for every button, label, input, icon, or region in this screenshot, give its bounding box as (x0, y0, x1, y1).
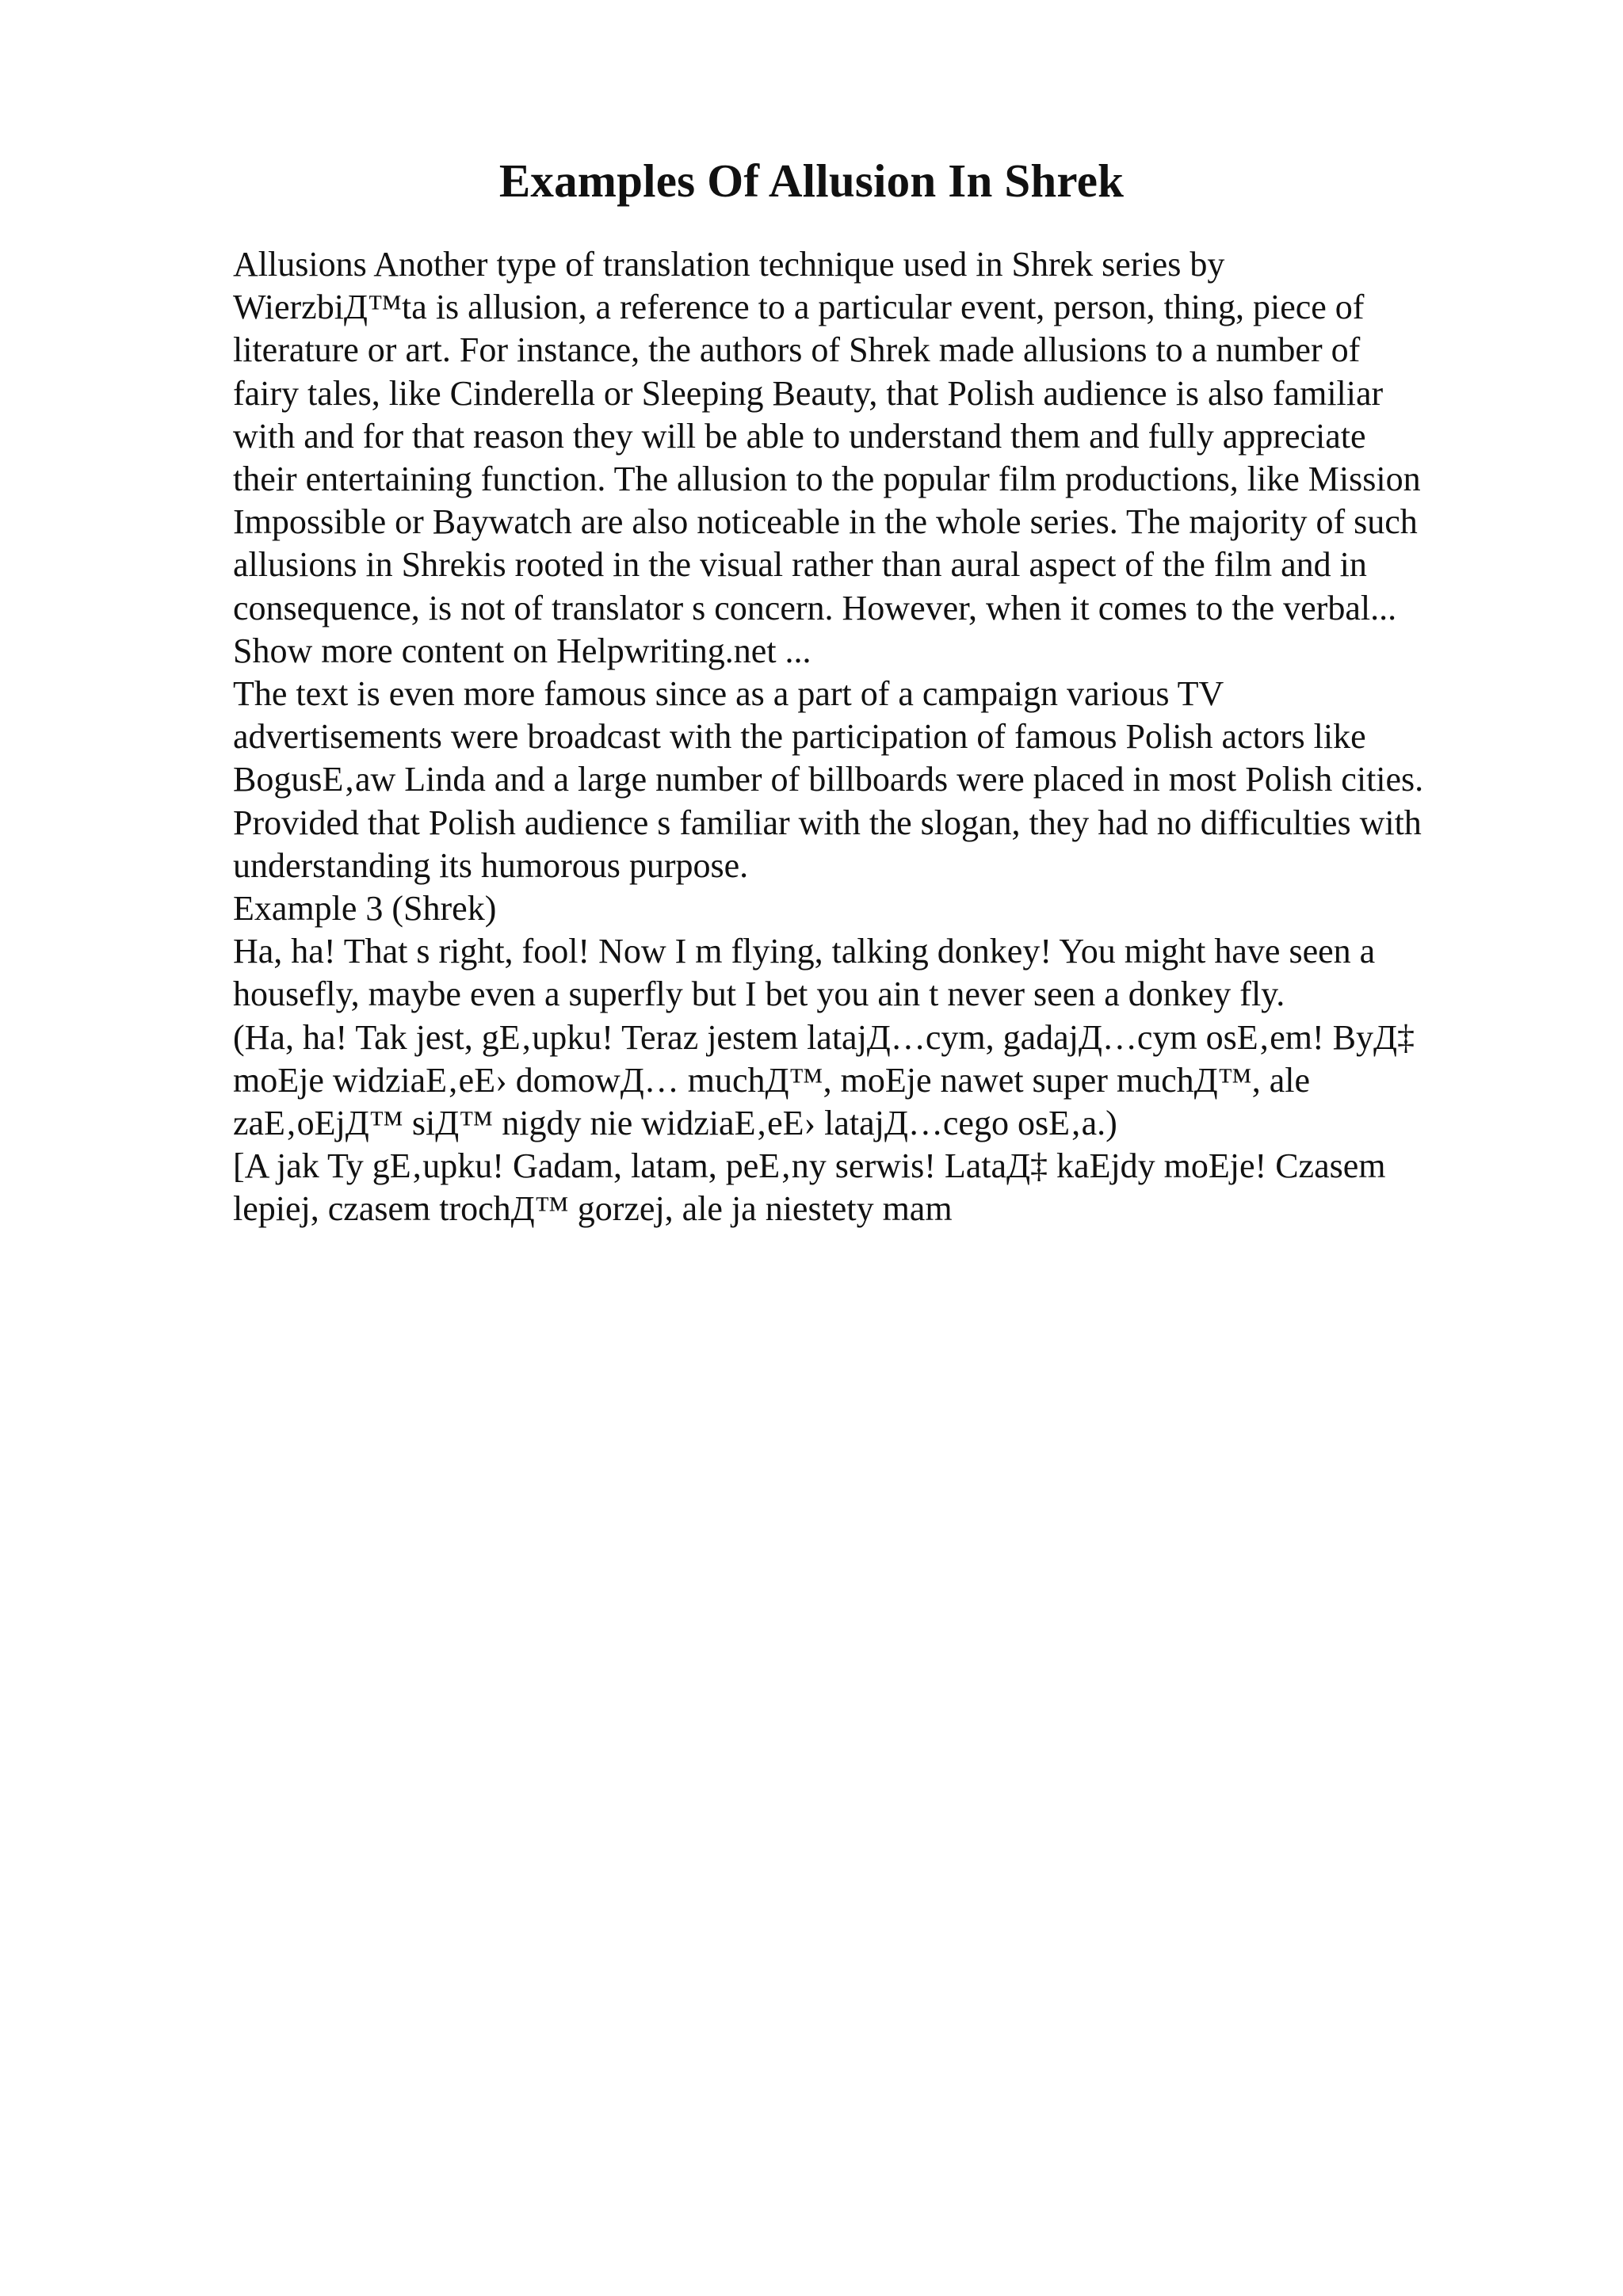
text-line: Ha, ha! That s right, fool! Now I m flying, talking donkey! You might have seen a (233, 932, 1376, 971)
document-title: Examples Of Allusion In Shrek (498, 154, 1125, 207)
text-line: consequence, is not of translator s concern. However, when it comes to the verbal... (233, 588, 1397, 627)
text-line: fairy tales, like Cinderella or Sleeping Beauty, that Polish audience is also familiar (233, 373, 1384, 413)
text-line: literature or art. For instance, the authors of Shrek made allusions to a number of (233, 330, 1361, 370)
text-line: their entertaining function. The allusion to the popular film productions, like Mission (233, 460, 1421, 499)
text-line: Provided that Polish audience s familiar with the slogan, they had no difficulties with (233, 803, 1422, 842)
text-line: BogusE‚aw Linda and a large number of billboards were placed in most Polish cities. (233, 760, 1424, 799)
text-line: [A jak Ty gE‚upku! Gadam, latam, peE‚ny serwis! LataД‡ kaЕјdy moЕје! Czasem (233, 1146, 1386, 1186)
text-line: advertisements were broadcast with the participation of famous Polish actors like (233, 717, 1366, 757)
show-more-link[interactable]: Show more content on Helpwriting.net ... (233, 631, 812, 670)
text-line: allusions in Shrekis rooted in the visual rather than aural aspect of the film and in (233, 545, 1367, 585)
text-line: Allusions Another type of translation technique used in Shrek series by (233, 245, 1225, 284)
text-line: Impossible or Baywatch are also noticeable in the whole series. The majority of such (233, 502, 1418, 542)
text-line: WierzbiД™ta is allusion, a reference to a particular event, person, thing, piece of (233, 288, 1365, 327)
document-body (233, 243, 1501, 1231)
text-line: The text is even more famous since as a part of a campaign various TV (233, 674, 1224, 714)
text-line: understanding its humorous purpose. (233, 845, 749, 885)
text-line: lepiej, czasem trochД™ gorzej, ale ja niestety mam (233, 1189, 953, 1229)
text-line: (Ha, ha! Tak jest, gE‚upku! Teraz jestem latajД…cym, gadajД…cym osE‚em! ByД‡ (233, 1017, 1415, 1057)
text-line: zaE‚oЕјД™ siД™ nigdy nie widziaE‚eE› latajД…cego osE‚a.) (233, 1104, 1117, 1143)
text-line: with and for that reason they will be able to understand them and fully appreciate (233, 416, 1366, 456)
text-line: moЕје widziaE‚eE› domowД… muchД™, moЕје nawet super muchД™, ale (233, 1060, 1311, 1100)
example-heading: Example 3 (Shrek) (233, 889, 497, 929)
text-line: housefly, maybe even a superfly but I bet you ain t never seen a donkey fly. (233, 974, 1285, 1014)
